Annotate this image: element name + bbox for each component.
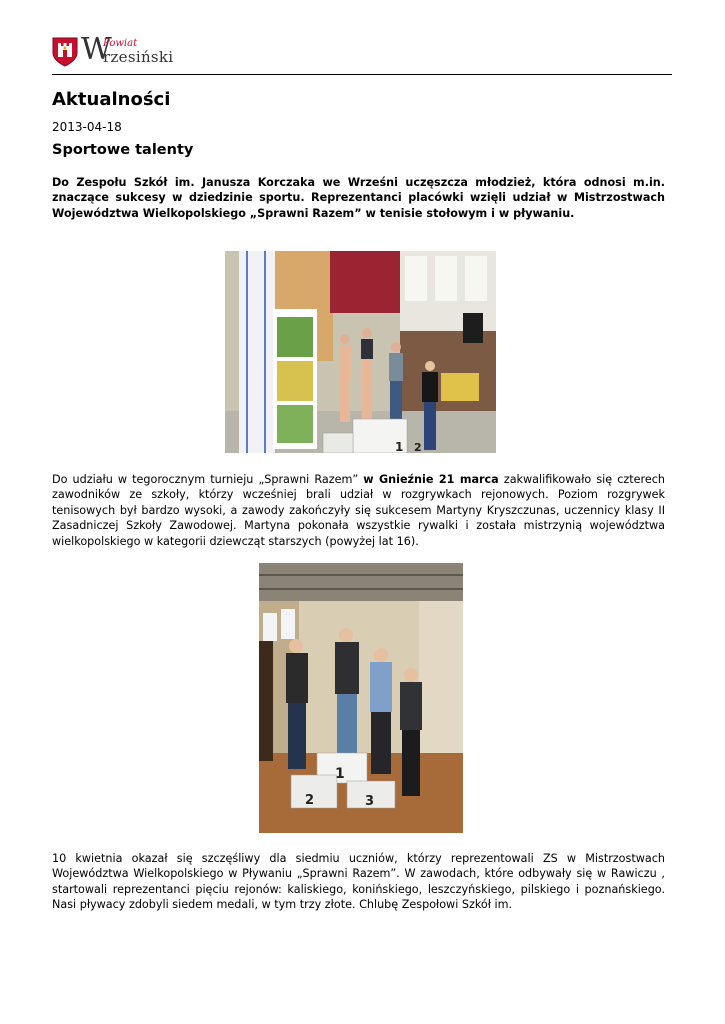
photo-table-tennis-podium[interactable] <box>225 251 496 453</box>
coat-of-arms-icon <box>52 37 78 67</box>
logo-wordmark <box>81 32 181 68</box>
podium-label-1: 1 <box>395 440 404 453</box>
logo-initial: W <box>81 32 112 67</box>
paragraph-swimming: 10 kwietnia okazał się szczęśliwy dla siedmiu uczniów, którzy reprezentowali ZS w Mistrzostwach Województwa Wielkopolskiego w Pływaniu „Sprawni Razem”. W zawodach, które odbywały się w Rawiczu , startowali reprezentanci pięciu rejonów: kaliskiego, konińskiego, leszczyńskiego, pilskiego i poznańskiego. Nasi pływacy zdobyli siedem medali, w tym trzy złote. Chlubę Zespołowi Szkół im. <box>52 852 665 912</box>
podium-label-2: 2 <box>414 441 422 453</box>
paragraph-table-tennis <box>52 472 665 549</box>
paragraph-text-rest: zakwalifikowało się czterech zawodników ze szkoły, którzy wcześniej brali udział w rozgrywkach rejonowych. Poziom rozgrywek tenisowych był bardzo wysoki, a zawody zakończyły się sukcesem Martyny Kryszczunas, uczennicy klasy II Zasadniczej Szkoły Zawodowej. Martyna pokonała wszystkie rywalki i została mistrzynią województwa wielkopolskiego w kategorii dziewcząt starszych (powyżej lat 16). <box>52 473 665 548</box>
podium-label-2: 2 <box>305 793 315 808</box>
event-highlight: w Gnieźnie 21 marca <box>363 473 499 486</box>
paragraph-text-start: Do udziału w tegorocznym turnieju „Sprawni Razem” <box>52 473 364 486</box>
logo-name: rzesiński <box>103 48 174 66</box>
article-title: Sportowe talenty <box>52 142 194 158</box>
podium-label-3: 3 <box>365 794 375 809</box>
section-title: Aktualności <box>52 89 171 110</box>
site-header <box>52 32 672 74</box>
site-logo[interactable] <box>52 32 181 68</box>
photo-swimming-podium[interactable] <box>259 563 463 833</box>
article-lead: Do Zespołu Szkół im. Janusza Korczaka we Wrześni uczęszcza młodzież, która odnosi m.in. znaczące sukcesy w dziedzinie sportu. Reprezentanci placówki wzięli udział w Mistrzostwach Województwa Wielkopolskiego „Sprawni Razem” w tenisie stołowym i w pływaniu. <box>52 176 665 220</box>
article-date: 2013-04-18 <box>52 120 122 134</box>
header-divider <box>52 74 672 75</box>
podium-label-1: 1 <box>335 766 345 782</box>
logo-powiat: Powiat <box>103 38 138 49</box>
